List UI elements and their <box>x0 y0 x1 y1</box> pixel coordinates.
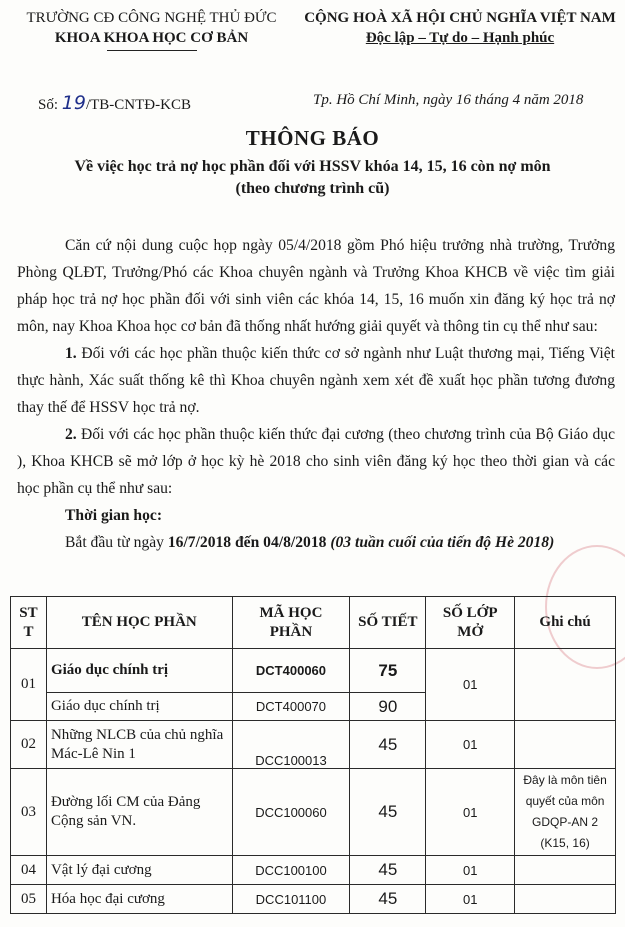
cell-periods: 45 <box>350 769 426 856</box>
header-right <box>300 8 620 48</box>
cell-course-code: DCT400060 <box>232 649 350 693</box>
course-table <box>10 596 616 914</box>
cell-stt: 03 <box>11 769 47 856</box>
cell-course-code: DCT400070 <box>232 693 350 721</box>
cell-classes: 01 <box>426 885 515 914</box>
table-row <box>11 769 616 856</box>
cell-stt: 04 <box>11 856 47 885</box>
cell-periods: 45 <box>350 721 426 769</box>
cell-classes: 01 <box>426 649 515 721</box>
time-note: (03 tuần cuối của tiến độ Hè 2018) <box>326 534 555 551</box>
cell-periods: 45 <box>350 856 426 885</box>
time-prefix: Bắt đầu từ ngày <box>65 534 168 551</box>
cell-course-name: Những NLCB của chủ nghĩa Mác-Lê Nin 1 <box>46 721 232 769</box>
paragraph-3-number: 2. <box>65 426 77 443</box>
doc-number-label: Số: <box>38 97 62 113</box>
cell-classes: 01 <box>426 721 515 769</box>
cell-course-code: DCC100100 <box>232 856 350 885</box>
col-header-stt: ST T <box>11 597 47 649</box>
cell-periods: 45 <box>350 885 426 914</box>
cell-course-name: Giáo dục chính trị <box>46 649 232 693</box>
col-header-classes: SỐ LỚP MỞ <box>426 597 515 649</box>
cell-note <box>515 721 616 769</box>
cell-course-name: Đường lối CM của Đảng Cộng sản VN. <box>46 769 232 856</box>
cell-classes: 01 <box>426 769 515 856</box>
document-number <box>38 92 191 114</box>
paragraph-2-text: Đối với các học phần thuộc kiến thức cơ sở ngành như Luật thương mại, Tiếng Việt thực hành, Xác suất thống kê thì Khoa chuyên ngành xem xét đề xuất học phần tương đương thay thế để HSSV học trả nợ. <box>17 345 615 416</box>
cell-note <box>515 856 616 885</box>
table-row <box>11 649 616 693</box>
table-row <box>11 856 616 885</box>
cell-note <box>515 885 616 914</box>
doc-number-code: /TB-CNTĐ-KCB <box>85 97 191 113</box>
cell-note: Đây là môn tiên quyết của môn GDQP-AN 2 (K15, 16) <box>515 769 616 856</box>
cell-course-code: DCC101100 <box>232 885 350 914</box>
cell-course-code: DCC100013 <box>232 721 350 769</box>
table-row <box>11 885 616 914</box>
motto: Độc lập – Tự do – Hạnh phúc <box>365 30 555 46</box>
doc-subtitle <box>30 156 595 200</box>
table-row <box>11 721 616 769</box>
cell-note <box>515 649 616 721</box>
cell-periods: 90 <box>350 693 426 721</box>
doc-number-handwritten: 19 <box>61 92 86 114</box>
header-divider <box>107 50 197 51</box>
cell-classes: 01 <box>426 856 515 885</box>
subtitle-line-2: (theo chương trình cũ) <box>235 180 390 197</box>
table-header-row <box>11 597 616 649</box>
col-header-note: Ghi chú <box>515 597 616 649</box>
school-name: TRƯỜNG CĐ CÔNG NGHỆ THỦ ĐỨC <box>26 10 277 26</box>
paragraph-3-text: Đối với các học phần thuộc kiến thức đại cương (theo chương trình của Bộ Giáo dục ), Khoa KHCB sẽ mở lớp ở học kỳ hè 2018 cho sinh viên đăng ký học theo thời gian và các học phần cụ thể như sau: <box>17 426 615 497</box>
country-name: CỘNG HOÀ XÃ HỘI CHỦ NGHĨA VIỆT NAM <box>304 10 616 26</box>
col-header-periods: SỐ TIẾT <box>350 597 426 649</box>
cell-stt: 02 <box>11 721 47 769</box>
doc-body <box>17 232 615 556</box>
cell-stt: 01 <box>11 649 47 721</box>
paragraph-1: Căn cứ nội dung cuộc họp ngày 05/4/2018 gồm Phó hiệu trưởng nhà trường, Trưởng Phòng QLĐT, Trưởng/Phó các Khoa chuyên ngành và Trưởng Khoa KHCB về việc tìm giải pháp học trả nợ học phần đối với sinh viên các khóa 14, 15, 16 muốn xin đăng ký học trả nợ môn, nay Khoa Khoa học cơ bản đã thống nhất hướng giải quyết và thông tin cụ thể như sau: <box>17 237 615 335</box>
cell-course-code: DCC100060 <box>232 769 350 856</box>
time-heading: Thời gian học: <box>65 507 163 524</box>
col-header-course-name: TÊN HỌC PHẦN <box>46 597 232 649</box>
doc-title: THÔNG BÁO <box>245 126 380 150</box>
time-range: 16/7/2018 đến 04/8/2018 <box>167 534 327 551</box>
place-date: Tp. Hồ Chí Minh, ngày 16 tháng 4 năm 2018 <box>313 92 584 108</box>
cell-course-name: Giáo dục chính trị <box>46 693 232 721</box>
faculty-name: KHOA KHOA HỌC CƠ BẢN <box>54 30 249 46</box>
subtitle-line-1: Về việc học trả nợ học phần đối với HSSV khóa 14, 15, 16 còn nợ môn <box>74 158 551 175</box>
cell-course-name: Hóa học đại cương <box>46 885 232 914</box>
cell-periods: 75 <box>350 649 426 693</box>
cell-stt: 05 <box>11 885 47 914</box>
paragraph-2-number: 1. <box>65 345 77 362</box>
time-line <box>17 529 615 556</box>
header-left <box>14 8 289 51</box>
cell-course-name: Vật lý đại cương <box>46 856 232 885</box>
paragraph-2 <box>17 340 615 421</box>
paragraph-3 <box>17 421 615 502</box>
col-header-course-code: MÃ HỌC PHẦN <box>232 597 350 649</box>
